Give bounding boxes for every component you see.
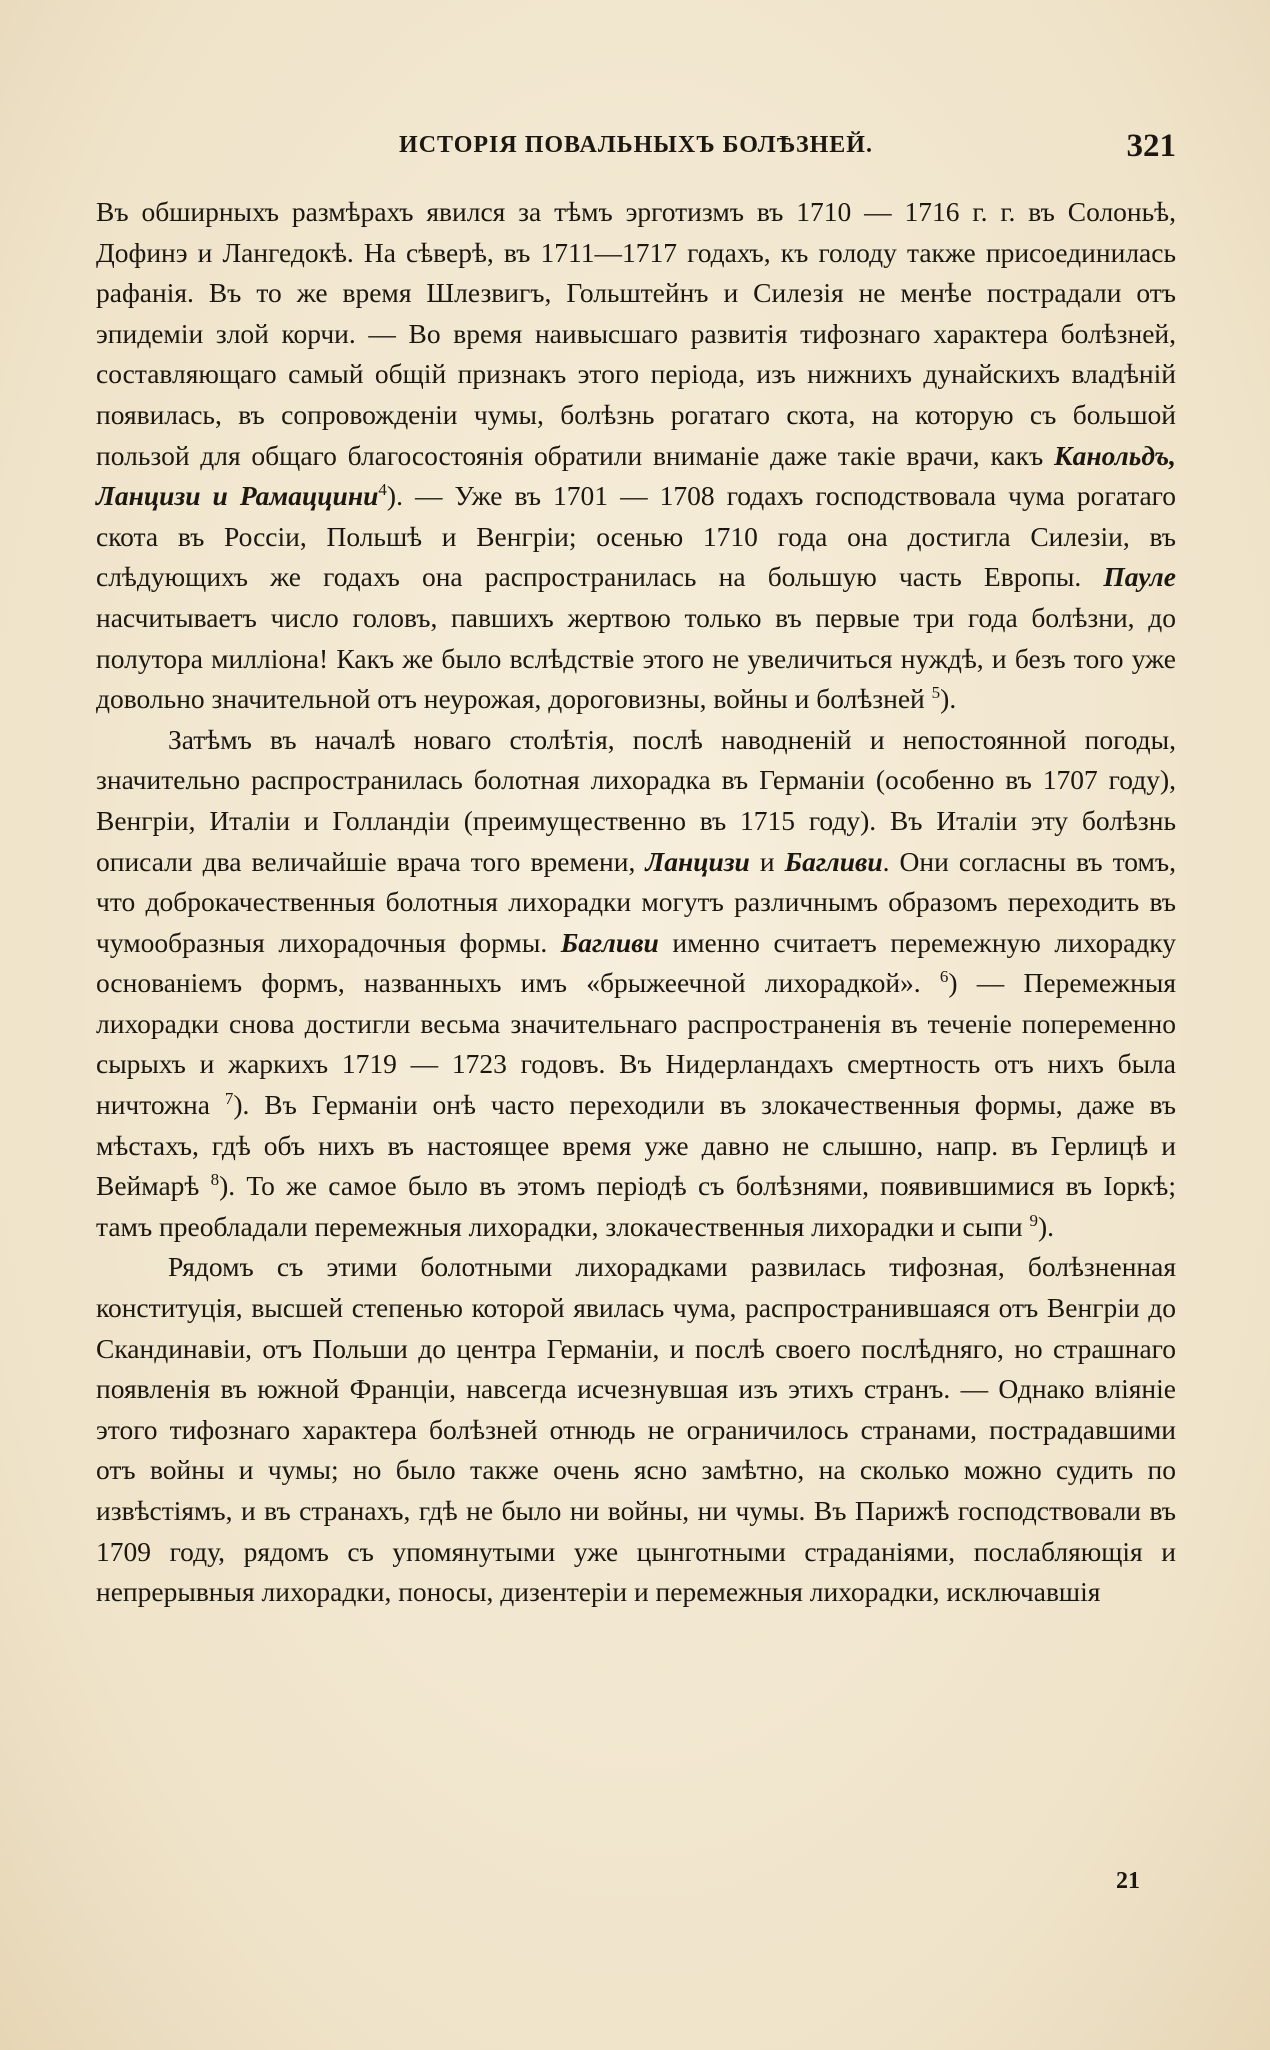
- page-number: 321: [1126, 128, 1176, 164]
- text-run: именно считаетъ перемежную лихорадку основаніемъ формъ, названныхъ имъ «брыжеечной лихорадкой».: [96, 926, 1176, 999]
- text-run: и: [749, 845, 785, 877]
- text-run: ).: [1038, 1210, 1055, 1242]
- footnote-ref: 9: [1029, 1210, 1039, 1230]
- italic-name: Ланцизи: [645, 845, 750, 877]
- paragraph: [96, 720, 1176, 1248]
- text-run: ) — Перемежныя лихорадки снова достигли весьма значительнаго распространенія въ теченіе попеременно сырыхъ и жаркихъ 1719 — 1723 годовъ. Въ Нидерландахъ смертность отъ нихъ была ничтожна: [96, 967, 1176, 1121]
- printer-signature-mark: 21: [1116, 1868, 1140, 1894]
- italic-name: Канольдъ, Ланцизи и Рамаццини: [96, 439, 1176, 512]
- text-run: ). То же самое было въ этомъ періодѣ съ болѣзнями, появившимися въ Іоркѣ; тамъ преобладали перемежныя лихорадки, злокачественныя лихорадки и сыпи: [96, 1170, 1176, 1242]
- footnote-ref: 5: [931, 682, 941, 702]
- text-run: Рядомъ съ этими болотными лихорадками развилась тифозная, болѣзненная конституція, высшей степенью которой явилась чума, распространившаяся отъ Венгріи до Скандинавіи, отъ Польши до центра Германіи, и послѣ своего послѣдняго, но страшнаго появленія въ южной Франціи, навсегда исчезнувшая изъ этихъ странъ. — Однако вліяніе этого тифознаго характера болѣзней отнюдь не ограничилось странами, пострадавшими отъ войны и чумы; но было также очень ясно замѣтно, на сколько можно судить по извѣстіямъ, и въ странахъ, гдѣ не было ни войны, ни чумы. Въ Парижѣ господствовали въ 1709 году, рядомъ съ упомянутыми уже цынготными страданіями, послабляющія и непрерывныя лихорадки, поносы, дизентеріи и перемежныя лихорадки, исключавшія: [96, 1251, 1176, 1608]
- paragraph: [96, 192, 1176, 720]
- text-run: ).: [940, 683, 957, 715]
- text-run: Въ обширныхъ размѣрахъ явился за тѣмъ эрготизмъ въ 1710 — 1716 г. г. въ Солоньѣ, Дофинэ и Лангедокѣ. На сѣверѣ, въ 1711—1717 годахъ, къ голоду также присоединилась рафанія. Въ то же время Шлезвигъ, Гольштейнъ и Силезія не менѣе пострадали отъ эпидеміи злой корчи. — Во время наивысшаго развитія тифознаго характера болѣзней, составляющаго самый общій признакъ этого періода, изъ нижнихъ дунайскихъ владѣній появилась, въ сопровожденіи чумы, болѣзнь рогатаго скота, на которую съ большой пользой для общаго благосостоянія обратили вниманіе даже такіе врачи, какъ: [96, 196, 1176, 471]
- italic-name: Багливи: [784, 845, 883, 877]
- footnote-ref: 6: [939, 967, 949, 987]
- footnote-ref: 7: [224, 1088, 234, 1108]
- footnote-ref: 8: [210, 1170, 220, 1190]
- italic-name: Багливи: [560, 926, 659, 958]
- text-run: насчитываетъ число головъ, павшихъ жертвою только въ первые три года болѣзни, до полутора милліона! Какъ же было вслѣдствіе этого не увеличиться нуждѣ, и безъ того уже довольно значительной отъ неурожая, дороговизны, войны и болѣзней: [96, 601, 1176, 715]
- running-title: ИСТОРІЯ ПОВАЛЬНЫХЪ БОЛѢЗНЕЙ.: [399, 132, 873, 158]
- text-run: Затѣмъ въ началѣ новаго столѣтія, послѣ наводненій и непостоянной погоды, значительно распространилась болотная лихорадка въ Германіи (особенно въ 1707 году), Венгріи, Италіи и Голландіи (преимущественно въ 1715 году). Въ Италіи эту болѣзнь описали два величайшіе врача того времени,: [96, 723, 1176, 877]
- text-run: ). Въ Германіи онѣ часто переходили въ злокачественныя формы, даже въ мѣстахъ, гдѣ объ нихъ въ настоящее время уже давно не слышно, напр. въ Герлицѣ и Веймарѣ: [96, 1089, 1176, 1202]
- paragraph: [96, 1247, 1176, 1612]
- text-run: . Они согласны въ томъ, что доброкачественныя болотныя лихорадки могутъ различнымъ образомъ переходить въ чумообразныя лихорадочныя формы.: [96, 845, 1176, 958]
- body-text: [96, 192, 1176, 1613]
- page-header: [96, 128, 1176, 168]
- italic-name: Пауле: [1103, 561, 1176, 593]
- text-run: ). — Уже въ 1701 — 1708 годахъ господствовала чума рогатаго скота въ Россіи, Польшѣ и Венгріи; осенью 1710 года она достигла Силезіи, въ слѣдующихъ же годахъ она распространилась на большую часть Европы.: [96, 480, 1176, 593]
- footnote-ref: 4: [378, 480, 387, 499]
